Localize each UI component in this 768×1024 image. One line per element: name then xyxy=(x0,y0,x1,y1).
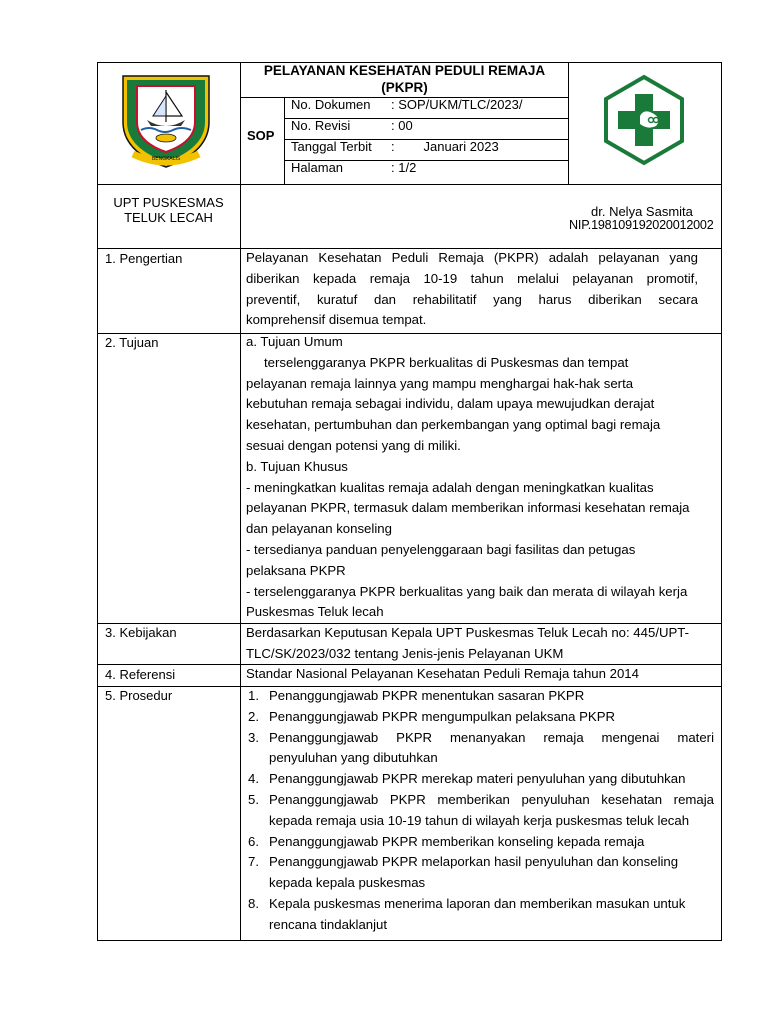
kebijakan-line: TLC/SK/2023/032 tentang Jenis-jenis Pelayanan UKM xyxy=(246,645,564,661)
tujuan-line: pelaksana PKPR xyxy=(246,562,346,578)
list-item-number: 5. xyxy=(248,791,259,807)
tujuan-line: - tersedianya panduan penyelenggaraan bagi fasilitas dan petugas xyxy=(246,541,636,557)
field-value-no-revisi: : 00 xyxy=(391,118,413,133)
field-label-tanggal-terbit: Tanggal Terbit xyxy=(291,139,372,154)
tujuan-line: pelayanan remaja lainnya yang mampu menghargai hak-hak serta xyxy=(246,375,634,391)
institution-name-line-1: UPT PUSKESMAS xyxy=(113,195,224,210)
sop-label: SOP xyxy=(247,128,275,143)
field-label-no-revisi: No. Revisi xyxy=(291,118,351,133)
list-item xyxy=(244,728,714,770)
pengertian-line: komprehensif disemua tempat. xyxy=(246,312,427,328)
grid-line xyxy=(97,184,722,185)
list-item xyxy=(244,769,714,790)
list-item-number: 4. xyxy=(248,771,259,787)
list-item-text: Penanggungjawab PKPR menentukan sasaran PKPR xyxy=(269,688,585,703)
list-item-number: 3. xyxy=(248,729,259,745)
tujuan-line: Puskesmas Teluk lecah xyxy=(246,604,384,620)
list-item-number: 2. xyxy=(248,708,259,724)
referensi-text xyxy=(246,664,716,685)
document-title xyxy=(241,62,568,96)
tujuan-line: dan pelayanan konseling xyxy=(246,521,392,537)
list-item-number: 7. xyxy=(248,854,259,870)
referensi-line: Standar Nasional Pelayanan Kesehatan Peduli Remaja tahun 2014 xyxy=(246,666,639,681)
regency-emblem xyxy=(119,72,213,170)
list-item xyxy=(244,832,714,853)
list-item-text: Penanggungjawab PKPR merekap materi penyuluhan yang dibutuhkan xyxy=(269,771,686,787)
pengertian-line: diberikan kepada remaja 10-19 tahun melalui pelayanan promotif, xyxy=(246,270,698,286)
signer-nip: NIP.198109192020012002 xyxy=(569,218,714,232)
list-item xyxy=(244,790,714,832)
list-item-text: Penanggungjawab PKPR menanyakan remaja mengenai materi penyuluhan yang dibutuhkan xyxy=(269,729,714,766)
kebijakan-text xyxy=(246,623,716,665)
field-value-halaman: : 1/2 xyxy=(391,160,417,175)
tujuan-line: kesehatan, pertumbuhan dan perkembangan yang optimal bagi remaja xyxy=(246,417,661,433)
tujuan-line: a. Tujuan Umum xyxy=(246,334,343,349)
tujuan-line: b. Tujuan Khusus xyxy=(246,458,348,474)
title-line-1: PELAYANAN KESEHATAN PEDULI REMAJA xyxy=(263,63,546,78)
grid-line xyxy=(284,97,285,184)
field-label-halaman: Halaman xyxy=(291,160,344,175)
grid-line xyxy=(240,62,241,941)
list-item xyxy=(244,707,714,728)
pengertian-text xyxy=(246,248,698,331)
label-prosedur: 5. Prosedur xyxy=(105,688,173,703)
title-line-2: (PKPR) xyxy=(381,80,428,95)
list-item-text: Kepala puskesmas menerima laporan dan memberikan masukan untuk rencana tindaklanjut xyxy=(269,895,686,932)
institution-name-line-2: TELUK LECAH xyxy=(124,210,213,225)
label-pengertian: 1. Pengertian xyxy=(105,251,183,266)
label-referensi: 4. Referensi xyxy=(105,667,176,682)
grid-line xyxy=(568,62,569,184)
tujuan-text xyxy=(246,332,714,623)
list-item-text: Penanggungjawab PKPR memberikan konseling kepada remaja xyxy=(269,833,645,849)
prosedur-list xyxy=(244,686,714,936)
tujuan-line: sesuai dengan potensi yang di miliki. xyxy=(246,437,461,453)
field-label-no-dokumen: No. Dokumen xyxy=(291,97,371,112)
list-item xyxy=(244,686,714,707)
list-item-number: 1. xyxy=(248,688,259,703)
label-tujuan: 2. Tujuan xyxy=(105,335,159,350)
tujuan-line: pelayanan PKPR, termasuk dalam memberikan informasi kesehatan remaja xyxy=(246,500,690,516)
tujuan-line: kebutuhan remaja sebagai individu, dalam upaya mewujudkan derajat xyxy=(246,396,655,412)
field-value-tanggal-terbit: : Januari 2023 xyxy=(391,139,499,154)
list-item-number: 6. xyxy=(248,833,259,849)
label-kebijakan: 3. Kebijakan xyxy=(105,625,177,640)
signer-name: dr. Nelya Sasmita xyxy=(591,204,693,219)
emblem-ribbon-text: BENGKALIS xyxy=(151,156,181,162)
kebijakan-line: Berdasarkan Keputusan Kepala UPT Puskesmas Teluk Lecah no: 445/UPT- xyxy=(246,625,690,640)
puskesmas-logo xyxy=(598,74,690,166)
list-item xyxy=(244,852,714,894)
tujuan-line: - terselenggaranya PKPR berkualitas yang baik dan merata di wilayah kerja xyxy=(246,583,688,599)
pengertian-line: preventif, kuratuf dan rehabilitatif yang harus diberikan secara xyxy=(246,291,698,307)
pengertian-line: Pelayanan Kesehatan Peduli Remaja (PKPR) adalah pelayanan yang xyxy=(246,250,698,265)
list-item xyxy=(244,894,714,936)
tujuan-line: terselenggaranya PKPR berkualitas di Puskesmas dan tempat xyxy=(264,354,629,370)
list-item-text: Penanggungjawab PKPR memberikan penyuluhan kesehatan remaja kepada remaja usia 10-19 tahun di wilayah kerja puskesmas teluk lecah xyxy=(269,791,714,828)
tujuan-line: - meningkatkan kualitas remaja adalah dengan meningkatkan kualitas xyxy=(246,479,654,495)
list-item-text: Penanggungjawab PKPR melaporkan hasil penyuluhan dan konseling kepada kepala puskesmas xyxy=(269,854,679,891)
list-item-text: Penanggungjawab PKPR mengumpulkan pelaksana PKPR xyxy=(269,708,616,724)
field-value-no-dokumen: : SOP/UKM/TLC/2023/ xyxy=(391,97,523,112)
list-item-number: 8. xyxy=(248,895,259,911)
